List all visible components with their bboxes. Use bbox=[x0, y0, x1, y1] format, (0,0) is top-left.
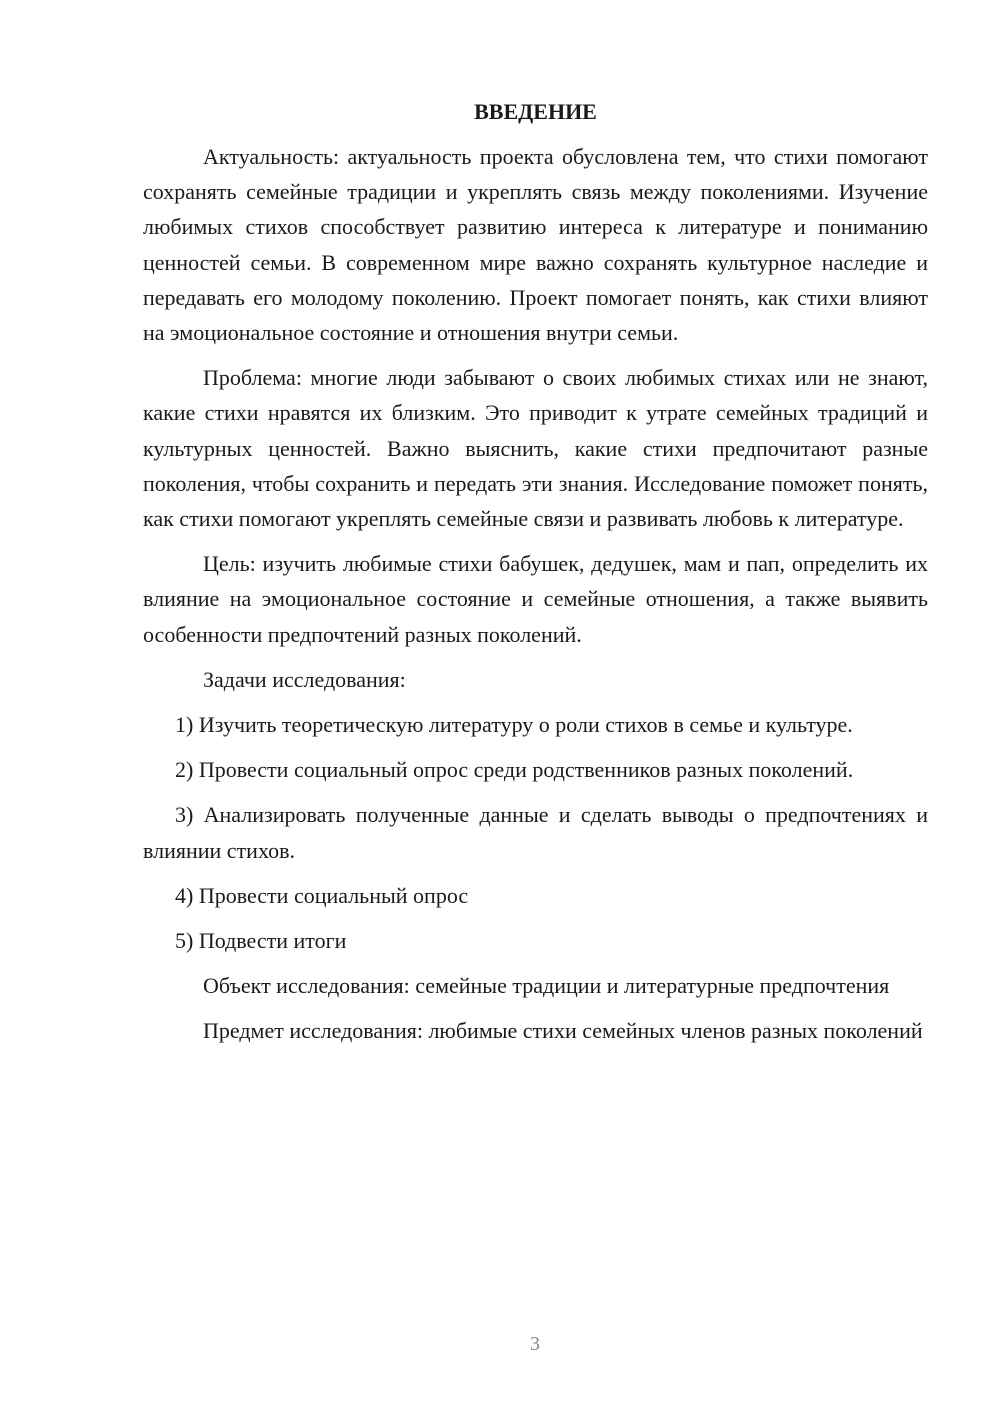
task-item-3: 3) Анализировать полученные данные и сделать выводы о предпочтениях и влиянии стихов. bbox=[143, 802, 928, 863]
goal-paragraph: Цель: изучить любимые стихи бабушек, дедушек, мам и пап, определить их влияние на эмоциональное состояние и семейные отношения, а также выявить особенности предпочтений разных поколений. bbox=[143, 551, 928, 647]
task-item-2: 2) Провести социальный опрос среди родственников разных поколений. bbox=[175, 757, 854, 783]
page-title: ВВЕДЕНИЕ bbox=[474, 99, 597, 124]
page-content bbox=[143, 94, 928, 1049]
problem-paragraph: Проблема: многие люди забывают о своих любимых стихах или не знают, какие стихи нравятся их близким. Это приводит к утрате семейных традиций и культурных ценностей. Важно выяснить, какие стихи предпочитают разные поколения, чтобы сохранить и передать эти знания. Исследование поможет понять, как стихи помогают укреплять семейные связи и развивать любовь к литературе. bbox=[143, 365, 928, 532]
subject-paragraph: Предмет исследования: любимые стихи семейных членов разных поколений bbox=[203, 1018, 923, 1044]
task-item-5: 5) Подвести итоги bbox=[175, 928, 347, 954]
task-item-1: 1) Изучить теоретическую литературу о роли стихов в семье и культуре. bbox=[175, 712, 853, 738]
page-number: 3 bbox=[530, 1333, 540, 1355]
object-paragraph: Объект исследования: семейные традиции и литературные предпочтения bbox=[203, 973, 890, 999]
relevance-paragraph: Актуальность: актуальность проекта обусловлена тем, что стихи помогают сохранять семейные традиции и укреплять связь между поколениями. Изучение любимых стихов способствует развитию интереса к литературе и пониманию ценностей семьи. В современном мире важно сохранять культурное наследие и передавать его молодому поколению. Проект помогает понять, как стихи влияют на эмоциональное состояние и отношения внутри семьи. bbox=[143, 144, 928, 346]
tasks-heading: Задачи исследования: bbox=[203, 666, 406, 692]
task-item-4: 4) Провести социальный опрос bbox=[175, 882, 469, 908]
